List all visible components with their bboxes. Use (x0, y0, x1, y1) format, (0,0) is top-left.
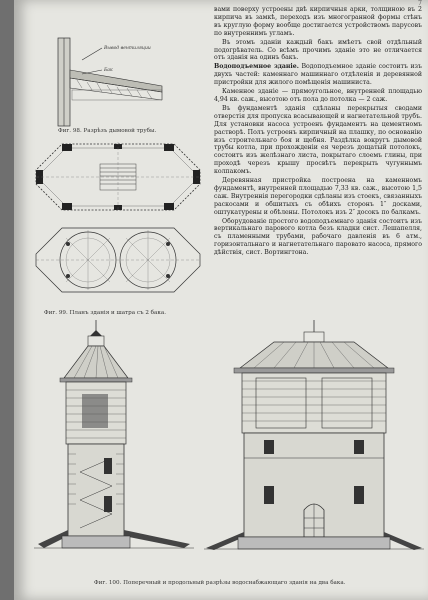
book-page (14, 0, 428, 600)
paragraph-2: Въ этомъ зданіи каждый бакъ имѣетъ свой отдѣльный подогрѣватель. Со всѣмъ прочимъ зданіе это не отличается отъ зданія на одинъ бакъ. (214, 38, 422, 62)
caption-fig-99: Фиг. 99. Планъ зданія и шатра съ 2 бака. (44, 310, 166, 316)
caption-fig-100: Фиг. 100. Поперечный и продольный разрѣзы водоснабжающаго зданія на два бака. (94, 580, 346, 586)
paragraph-1: вами поверху устроены двѣ кирпичныя арки, толщиною въ 2 кирпича въ замкѣ, переходъ изъ многогранной формы стѣнъ въ круглую форму вообще достигается устройствомъ парусовъ по внутреннимъ угламъ. (214, 6, 422, 37)
fig98-label-tank: Бак (104, 68, 113, 73)
article-text-column (214, 6, 422, 258)
caption-fig-98: Фиг. 98. Разрѣзъ дымовой трубы. (58, 128, 157, 134)
paragraph-7: Оборудованіе простого водоподъемнаго зданія состоитъ изъ вертикальнаго парового котла безъ кладки сист. Лешапелля, съ пламенными трубами, рабочаго давленія въ 6 атм., горизонтальнаго и нагнетательнаго паровато насоса, прямого дѣйствія, сист. Вортингтона. (214, 217, 422, 257)
paragraph-5: Въ фундаментѣ зданія сдѣланы перекрытыя сводами отверстія для пропуска всасывающей и нагнетательной трубъ. Для установки насоса устроенъ фундаментъ на цементномъ растворѣ. Полъ устроенъ кирпичный на плашку, по основанію изъ строительнаго боя и щебня. Раздѣлка вокругъ дымовой трубы котла, при прохожденіи ея черезъ дощатый потолокъ, состоитъ изъ желѣзнаго листа, покрытаго слоемъ глины, при проходѣ черезъ крышу просвѣтъ перекрыть чугуннымъ колпакомъ. (214, 104, 422, 176)
figure-100-longitudinal-section (204, 318, 424, 568)
page-number: 7 (418, 0, 422, 7)
figure-99-plan-upper (32, 140, 204, 214)
paragraph-6: Деревянная пристройка построена на каменномъ фундаментѣ, внутренней площадью 7,33 кв. саж., высотою 1,5 саж. Внутреннія перегородки сдѣланы изъ стоекъ, связанныхъ раскосами и обшитыхъ съ обѣихъ сторонъ 1″ досками, оштукатурены и обѣлены. Потолокъ изъ 2″ досокъ по балкамъ. (214, 177, 422, 216)
paragraph-3-text: Водоподъемное зданіе состоитъ изъ двухъ частей: каменнаго машиннаго отдѣленія и деревянной пристройки для жилого помѣщенія машиниста. (214, 63, 422, 87)
section-heading: Водоподъемное зданіе. (214, 63, 299, 71)
figure-98-chimney-section (42, 30, 172, 135)
paragraph-4: Каменное зданіе — прямоугольное, внутренней площадью 4,94 кв. саж., высотою отъ пола до потолка — 2 саж. (214, 88, 422, 103)
figure-100-cross-section (34, 318, 194, 568)
fig98-label-vent: Вывод вентиляции (104, 46, 151, 51)
figure-99-plan-tanks (32, 224, 204, 296)
